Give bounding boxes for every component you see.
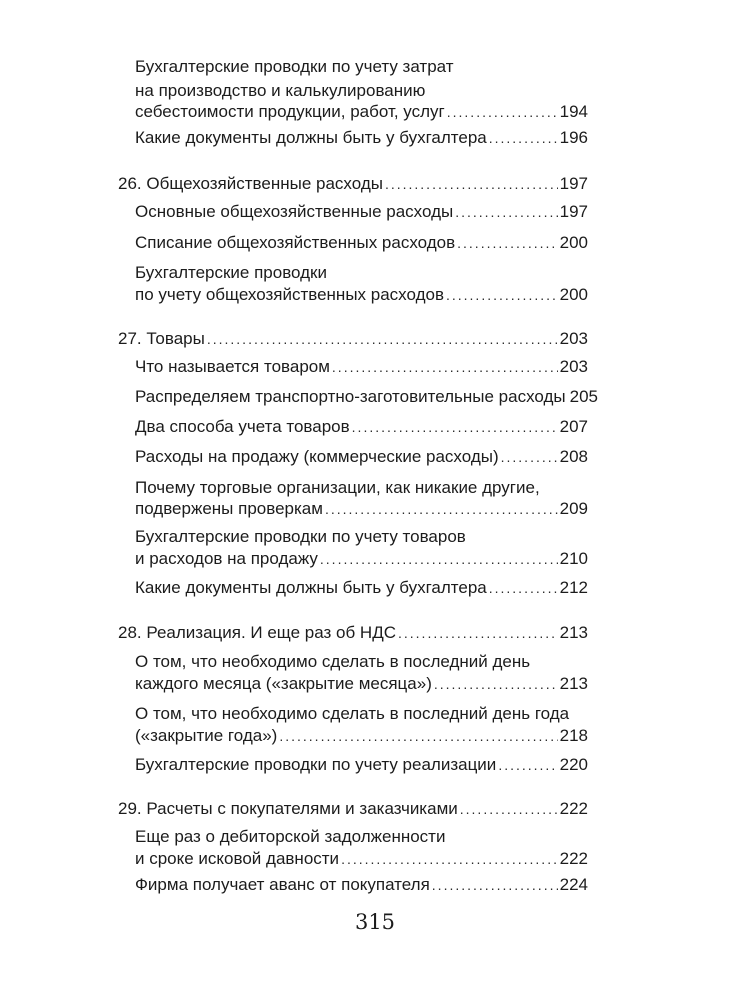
dot-leader bbox=[341, 847, 558, 871]
toc-page-number: 222 bbox=[559, 799, 588, 818]
toc-entry bbox=[135, 283, 588, 307]
toc-page-number: 213 bbox=[559, 674, 588, 693]
dot-leader bbox=[446, 283, 558, 307]
dot-leader bbox=[279, 724, 557, 748]
page-number: 315 bbox=[354, 910, 396, 934]
toc-entry-text: Фирма получает аванс от покупателя bbox=[135, 875, 430, 894]
dot-leader bbox=[207, 327, 558, 351]
toc-page-number: 213 bbox=[559, 623, 588, 642]
toc-entry-text: и сроке исковой давности bbox=[135, 849, 340, 868]
toc-page-number: 205 bbox=[569, 387, 598, 406]
toc-chapter-title: 29. Расчеты с покупателями и заказчиками bbox=[118, 799, 458, 818]
dot-leader bbox=[457, 231, 557, 255]
toc-page-number: 220 bbox=[559, 755, 588, 774]
toc-entry-text: Бухгалтерские проводки по учету реализации bbox=[135, 755, 497, 774]
toc-page-number: 196 bbox=[559, 128, 588, 147]
toc-page-number: 224 bbox=[559, 875, 588, 894]
toc-page-number: 203 bbox=[559, 329, 588, 348]
dot-leader bbox=[489, 126, 558, 150]
dot-leader bbox=[498, 753, 557, 777]
toc-page-number: 208 bbox=[559, 447, 588, 466]
toc-entry bbox=[135, 753, 588, 777]
toc-entry bbox=[135, 576, 588, 600]
toc-entry-text: по учету общехозяйственных расходов bbox=[135, 285, 444, 304]
dot-leader bbox=[447, 100, 558, 124]
toc-entry-text: Еще раз о дебиторской задолженности bbox=[135, 827, 446, 846]
toc-entry-text: и расходов на продажу bbox=[135, 549, 318, 568]
toc-page-number: 210 bbox=[559, 549, 588, 568]
dot-leader bbox=[460, 797, 558, 821]
toc-entry-text: Какие документы должны быть у бухгалтера bbox=[135, 578, 487, 597]
toc-entry-text: Бухгалтерские проводки по учету товаров bbox=[135, 527, 466, 546]
toc-entry bbox=[135, 415, 588, 439]
toc-page-number: 197 bbox=[559, 174, 588, 193]
toc-chapter bbox=[118, 172, 588, 196]
toc-entry-text: О том, что необходимо сделать в последний день года bbox=[135, 704, 570, 723]
toc-entry-text: Бухгалтерские проводки по учету затрат bbox=[135, 57, 454, 76]
toc-entry-text: каждого месяца («закрытие месяца») bbox=[135, 674, 432, 693]
toc-chapter bbox=[118, 797, 588, 821]
toc-entry-text: Почему торговые организации, как никакие другие, bbox=[135, 478, 540, 497]
toc-entry bbox=[135, 126, 588, 150]
toc-entry-text: Распределяем транспортно-заготовительные расходы bbox=[135, 387, 566, 406]
dot-leader bbox=[434, 672, 558, 696]
toc-page-number: 200 bbox=[559, 233, 588, 252]
toc-page-number: 209 bbox=[559, 499, 588, 518]
toc-entry-text: Основные общехозяйственные расходы bbox=[135, 202, 454, 221]
toc-entry-text: О том, что необходимо сделать в последний день bbox=[135, 652, 531, 671]
dot-leader bbox=[332, 355, 558, 379]
toc-entry-text: Какие документы должны быть у бухгалтера bbox=[135, 128, 487, 147]
toc-entry-text: («закрытие года») bbox=[135, 726, 278, 745]
toc-page-number: 222 bbox=[559, 849, 588, 868]
dot-leader bbox=[489, 576, 558, 600]
toc-entry bbox=[135, 724, 588, 748]
dot-leader bbox=[320, 547, 558, 571]
toc-entry bbox=[135, 497, 588, 521]
dot-leader bbox=[398, 621, 558, 645]
toc-entry bbox=[135, 873, 588, 897]
toc-page-number: 207 bbox=[559, 417, 588, 436]
toc-entry-text: Списание общехозяйственных расходов bbox=[135, 233, 456, 252]
dot-leader bbox=[501, 445, 558, 469]
toc-chapter bbox=[118, 621, 588, 645]
dot-leader bbox=[385, 172, 558, 196]
toc-page-number: 218 bbox=[559, 726, 588, 745]
toc-entry-text: себестоимости продукции, работ, услуг bbox=[135, 102, 445, 121]
toc-entry-text: Что называется товаром bbox=[135, 357, 330, 376]
dot-leader bbox=[325, 497, 558, 521]
toc-entry-text: Расходы на продажу (коммерческие расходы) bbox=[135, 447, 499, 466]
toc-entry bbox=[135, 445, 588, 469]
toc-entry bbox=[135, 231, 588, 255]
toc-entry bbox=[135, 847, 588, 871]
toc-page-number: 212 bbox=[559, 578, 588, 597]
toc-page-number: 200 bbox=[559, 285, 588, 304]
toc-entry bbox=[135, 672, 588, 696]
dot-leader bbox=[455, 200, 557, 224]
toc-page-number: 197 bbox=[559, 202, 588, 221]
toc-entry bbox=[135, 355, 588, 379]
toc-entry bbox=[135, 385, 598, 409]
toc-chapter bbox=[118, 327, 588, 351]
toc-chapter-title: 26. Общехозяйственные расходы bbox=[118, 174, 383, 193]
toc-entry bbox=[135, 547, 588, 571]
toc-entry-text: на производство и калькулированию bbox=[135, 81, 426, 100]
toc-page-number: 194 bbox=[559, 102, 588, 121]
toc-chapter-title: 27. Товары bbox=[118, 329, 205, 348]
toc-entry bbox=[135, 100, 588, 124]
dot-leader bbox=[432, 873, 558, 897]
toc-entry bbox=[135, 200, 588, 224]
toc-page-number: 203 bbox=[559, 357, 588, 376]
dot-leader bbox=[352, 415, 558, 439]
toc-entry-text: Два способа учета товаров bbox=[135, 417, 350, 436]
toc-chapter-title: 28. Реализация. И еще раз об НДС bbox=[118, 623, 396, 642]
toc-entry-text: подвержены проверкам bbox=[135, 499, 323, 518]
toc-entry-text: Бухгалтерские проводки bbox=[135, 263, 327, 282]
